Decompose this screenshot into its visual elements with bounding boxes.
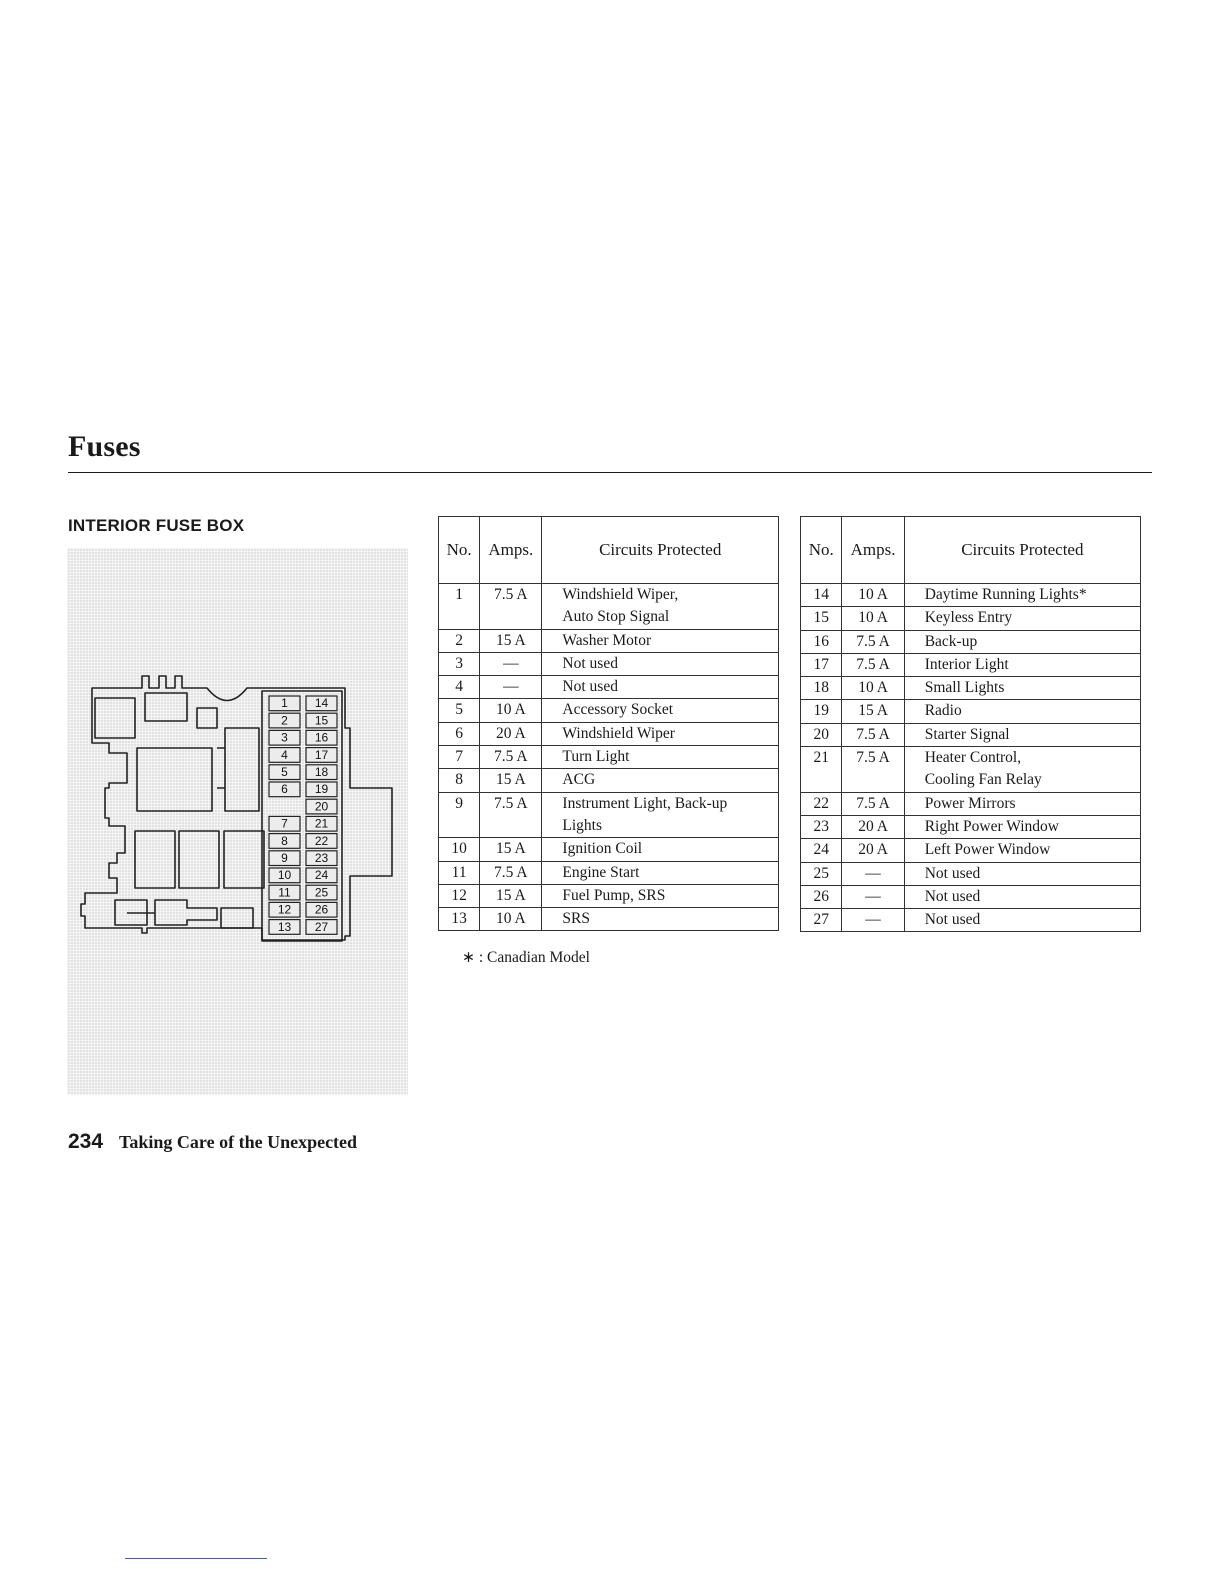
fuse-number: 3 xyxy=(439,652,480,675)
fuse-number: 5 xyxy=(439,699,480,722)
fuse-number: 13 xyxy=(439,908,480,931)
header-circuits: Circuits Protected xyxy=(542,517,779,584)
fuse-number: 26 xyxy=(801,885,842,908)
fuse-circuits: Radio xyxy=(904,700,1140,723)
fuse-amps xyxy=(842,769,904,792)
fuse-amps: 7.5 A xyxy=(842,747,904,770)
fuse-amps: — xyxy=(842,909,904,932)
fuse-circuits: Right Power Window xyxy=(904,815,1140,838)
fuse-circuits: ACG xyxy=(542,769,779,792)
fuse-row xyxy=(439,676,779,699)
fuse-circuits: Heater Control, xyxy=(904,747,1140,770)
fuse-circuits: Left Power Window xyxy=(904,839,1140,862)
fuse-row xyxy=(439,746,779,769)
fuse-amps: 15 A xyxy=(480,629,542,652)
fuse-row xyxy=(439,908,779,931)
fuse-slot-label: 17 xyxy=(314,747,329,762)
fuse-amps: 10 A xyxy=(842,607,904,630)
fuse-amps: 20 A xyxy=(842,815,904,838)
fuse-slot-label: 4 xyxy=(281,747,288,762)
fuse-row xyxy=(801,885,1141,908)
header-circuits: Circuits Protected xyxy=(904,517,1140,584)
fuse-slot-label: 24 xyxy=(314,868,329,883)
fuse-box-drawing xyxy=(67,548,408,1095)
fuse-row xyxy=(801,653,1141,676)
fuse-table-right xyxy=(800,516,1141,932)
fuse-row xyxy=(439,792,779,815)
fuse-row xyxy=(801,677,1141,700)
fuse-circuits: Accessory Socket xyxy=(542,699,779,722)
fuse-row xyxy=(439,884,779,907)
fuse-number: 6 xyxy=(439,722,480,745)
fuse-number: 1 xyxy=(439,584,480,607)
fuse-row xyxy=(801,769,1141,792)
fuse-amps: — xyxy=(842,862,904,885)
page-title: Fuses xyxy=(68,430,141,463)
fuse-circuits: Power Mirrors xyxy=(904,792,1140,815)
fuse-number: 8 xyxy=(439,769,480,792)
fuse-amps: — xyxy=(480,652,542,675)
fuse-circuits: Not used xyxy=(542,676,779,699)
fuse-circuits: Not used xyxy=(542,652,779,675)
page-number: 234 xyxy=(68,1130,104,1153)
fuse-row xyxy=(801,700,1141,723)
header-no: No. xyxy=(801,517,842,584)
fuse-amps: — xyxy=(842,885,904,908)
fuse-slot-label: 11 xyxy=(278,885,291,900)
fuse-slot-label: 3 xyxy=(281,730,288,745)
fuse-circuits: SRS xyxy=(542,908,779,931)
footnote: ∗ : Canadian Model xyxy=(462,949,590,966)
fuse-slot-label: 9 xyxy=(281,851,288,865)
fuse-slot-label: 5 xyxy=(281,765,288,779)
fuse-slot-label: 18 xyxy=(314,765,329,779)
fuse-row xyxy=(801,607,1141,630)
fuse-circuits: Starter Signal xyxy=(904,723,1140,746)
fuse-number: 23 xyxy=(801,815,842,838)
fuse-row xyxy=(801,839,1141,862)
fuse-slot-label: 14 xyxy=(314,696,329,711)
fuse-circuits: Back-up xyxy=(904,630,1140,653)
fuse-circuits: Keyless Entry xyxy=(904,607,1140,630)
fuse-circuits: Interior Light xyxy=(904,653,1140,676)
fuse-amps: 20 A xyxy=(480,722,542,745)
fuse-row xyxy=(439,584,779,607)
header-amps: Amps. xyxy=(842,517,904,584)
fuse-circuits: Instrument Light, Back-up xyxy=(542,792,779,815)
fuse-number: 16 xyxy=(801,630,842,653)
fuse-slot-label: 8 xyxy=(281,833,288,848)
fuse-row xyxy=(439,861,779,884)
fuse-table-left xyxy=(438,516,779,931)
fuse-row xyxy=(801,630,1141,653)
fuse-row xyxy=(439,722,779,745)
fuse-number: 15 xyxy=(801,607,842,630)
fuse-amps xyxy=(480,815,542,838)
fuse-amps: 15 A xyxy=(842,700,904,723)
fuse-amps: 10 A xyxy=(842,584,904,607)
fuse-circuits: Not used xyxy=(904,862,1140,885)
fuse-number: 12 xyxy=(439,884,480,907)
bottom-divider xyxy=(125,1558,267,1559)
fuse-slot-label: 27 xyxy=(314,919,329,934)
fuse-circuits: Daytime Running Lights* xyxy=(904,584,1140,607)
fuse-row xyxy=(801,862,1141,885)
fuse-row xyxy=(801,792,1141,815)
fuse-slot-label: 19 xyxy=(314,782,329,797)
fuse-amps: 7.5 A xyxy=(842,653,904,676)
fuse-amps: 20 A xyxy=(842,839,904,862)
fuse-slot-label: 12 xyxy=(277,902,292,917)
fuse-number: 4 xyxy=(439,676,480,699)
fuse-row xyxy=(439,838,779,861)
fuse-circuits: Cooling Fan Relay xyxy=(904,769,1140,792)
fuse-number: 22 xyxy=(801,792,842,815)
fuse-number: 19 xyxy=(801,700,842,723)
fuse-slot-label: 15 xyxy=(314,713,329,728)
fuse-slot-label: 7 xyxy=(281,816,288,831)
fuse-amps: 7.5 A xyxy=(842,723,904,746)
fuse-row xyxy=(439,629,779,652)
fuse-amps: 10 A xyxy=(480,699,542,722)
fuse-amps: 10 A xyxy=(480,908,542,931)
fuse-number xyxy=(801,769,842,792)
chapter-title: Taking Care of the Unexpected xyxy=(119,1132,358,1152)
fuse-slot-label: 2 xyxy=(281,713,288,728)
fuse-amps: 7.5 A xyxy=(842,630,904,653)
fuse-row xyxy=(439,815,779,838)
fuse-circuits: Ignition Coil xyxy=(542,838,779,861)
fuse-circuits: Not used xyxy=(904,909,1140,932)
fuse-circuits: Small Lights xyxy=(904,677,1140,700)
fuse-number: 21 xyxy=(801,747,842,770)
fuse-number: 10 xyxy=(439,838,480,861)
fuse-slot-label: 25 xyxy=(314,885,329,900)
fuse-number: 27 xyxy=(801,909,842,932)
fuse-circuits: Auto Stop Signal xyxy=(542,606,779,629)
fuse-amps: 7.5 A xyxy=(480,792,542,815)
fuse-number: 9 xyxy=(439,792,480,815)
fuse-amps: 7.5 A xyxy=(480,584,542,607)
fuse-number: 24 xyxy=(801,839,842,862)
fuse-row xyxy=(439,652,779,675)
fuse-slot-label: 10 xyxy=(277,868,292,883)
fuse-row xyxy=(439,699,779,722)
fuse-row xyxy=(439,606,779,629)
fuse-circuits: Washer Motor xyxy=(542,629,779,652)
header-amps: Amps. xyxy=(480,517,542,584)
fuse-slot-label: 16 xyxy=(314,730,329,745)
fuse-amps: 7.5 A xyxy=(480,746,542,769)
fuse-amps: 7.5 A xyxy=(842,792,904,815)
fuse-amps: 15 A xyxy=(480,838,542,861)
fuse-number: 25 xyxy=(801,862,842,885)
fuse-slot-label: 20 xyxy=(314,799,329,814)
fuse-amps: 7.5 A xyxy=(480,861,542,884)
fuse-box-diagram xyxy=(67,548,408,1095)
fuse-amps: — xyxy=(480,676,542,699)
fuse-row xyxy=(439,769,779,792)
fuse-row xyxy=(801,723,1141,746)
fuse-circuits: Not used xyxy=(904,885,1140,908)
fuse-number xyxy=(439,815,480,838)
title-rule xyxy=(68,472,1152,473)
fuse-circuits: Windshield Wiper xyxy=(542,722,779,745)
fuse-amps: 15 A xyxy=(480,884,542,907)
fuse-row xyxy=(801,909,1141,932)
fuse-circuits: Windshield Wiper, xyxy=(542,584,779,607)
fuse-amps xyxy=(480,606,542,629)
fuse-table-right-body xyxy=(801,584,1141,932)
fuse-circuits: Fuel Pump, SRS xyxy=(542,884,779,907)
fuse-number: 18 xyxy=(801,677,842,700)
fuse-row xyxy=(801,747,1141,770)
fuse-number: 7 xyxy=(439,746,480,769)
fuse-number: 17 xyxy=(801,653,842,676)
fuse-table-left-body xyxy=(439,584,779,931)
fuse-slot-label: 26 xyxy=(314,902,329,917)
fuse-circuits: Engine Start xyxy=(542,861,779,884)
fuse-number xyxy=(439,606,480,629)
fuse-amps: 15 A xyxy=(480,769,542,792)
fuse-slot-label: 22 xyxy=(314,833,329,848)
fuse-slot-label: 23 xyxy=(314,851,329,865)
fuse-circuits: Lights xyxy=(542,815,779,838)
fuse-slot-label: 6 xyxy=(281,782,288,797)
fuse-slot-label: 13 xyxy=(277,919,292,934)
fuse-slot-label: 1 xyxy=(281,696,288,711)
page-footer xyxy=(68,1130,357,1154)
fuse-number: 20 xyxy=(801,723,842,746)
fuse-row xyxy=(801,815,1141,838)
section-heading: INTERIOR FUSE BOX xyxy=(68,516,245,535)
fuse-slot-label: 21 xyxy=(314,816,329,831)
fuse-number: 11 xyxy=(439,861,480,884)
fuse-circuits: Turn Light xyxy=(542,746,779,769)
header-no: No. xyxy=(439,517,480,584)
fuse-number: 14 xyxy=(801,584,842,607)
fuse-amps: 10 A xyxy=(842,677,904,700)
fuse-row xyxy=(801,584,1141,607)
fuse-number: 2 xyxy=(439,629,480,652)
